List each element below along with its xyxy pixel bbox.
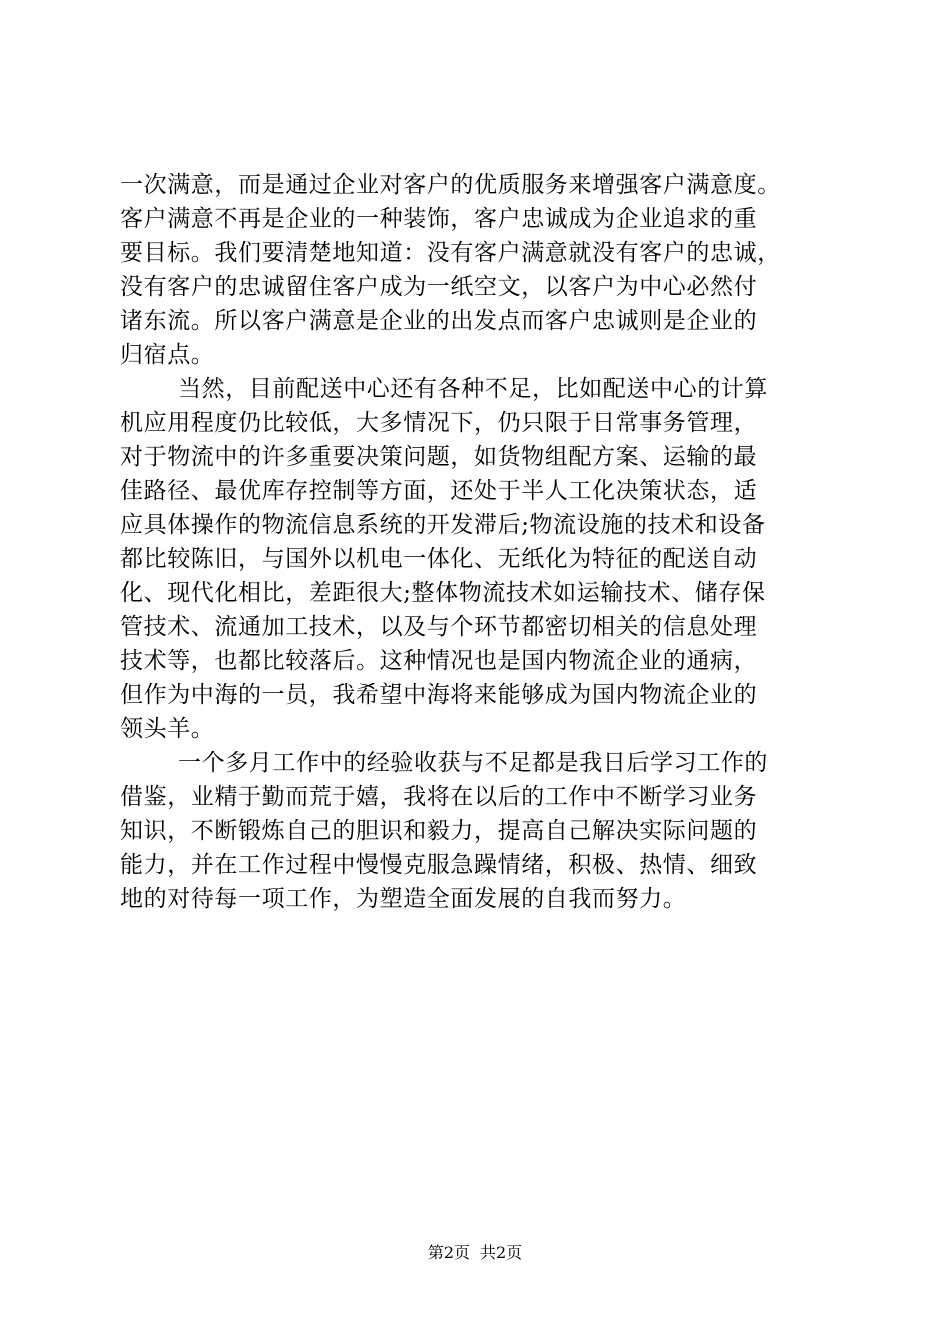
- text-line: 对于物流中的许多重要决策问题，如货物组配方案、运输的最: [120, 444, 758, 470]
- text-line: 归宿点。: [120, 342, 215, 368]
- text-line: 诸东流。所以客户满意是企业的出发点而客户忠诚则是企业的: [120, 308, 758, 334]
- text-line: 但作为中海的一员，我希望中海将来能够成为国内物流企业的: [120, 682, 758, 708]
- text-line: 技术等，也都比较落后。这种情况也是国内物流企业的通病，: [120, 648, 758, 674]
- page-number: 第2页: [427, 1243, 470, 1262]
- text-line: 一次满意，而是通过企业对客户的优质服务来增强客户满意度。: [120, 172, 781, 198]
- text-line: 地的对待每一项工作，为塑造全面发展的自我而努力。: [120, 886, 687, 912]
- body-text: [120, 168, 832, 916]
- text-line: 都比较陈旧，与国外以机电一体化、无纸化为特征的配送自动: [120, 546, 758, 572]
- text-line: 要目标。我们要清楚地知道：没有客户满意就没有客户的忠诚，: [120, 240, 781, 266]
- text-line: 机应用程度仍比较低，大多情况下，仍只限于日常事务管理，: [120, 410, 758, 436]
- text-line: 知识，不断锻炼自己的胆识和毅力，提高自己解决实际问题的: [120, 818, 758, 844]
- text-line: 应具体操作的物流信息系统的开发滞后;物流设施的技术和设备: [120, 512, 766, 538]
- page-footer: [0, 1242, 950, 1264]
- text-line: 管技术、流通加工技术，以及与个环节都密切相关的信息处理: [120, 614, 758, 640]
- text-line: 客户满意不再是企业的一种装饰，客户忠诚成为企业追求的重: [120, 206, 758, 232]
- text-line: 没有客户的忠诚留住客户成为一纸空文，以客户为中心必然付: [120, 274, 758, 300]
- text-line: 能力，并在工作过程中慢慢克服急躁情绪，积极、热情、细致: [120, 852, 758, 878]
- text-line: 佳路径、最优库存控制等方面，还处于半人工化决策状态，适: [120, 478, 758, 504]
- text-line: 领头羊。: [120, 716, 215, 742]
- paragraph-first-line: 当然，目前配送中心还有各种不足，比如配送中心的计算: [178, 376, 768, 402]
- text-line: 借鉴，业精于勤而荒于嬉，我将在以后的工作中不断学习业务: [120, 784, 758, 810]
- page-total: 共2页: [480, 1243, 523, 1262]
- paragraph-first-line: 一个多月工作中的经验收获与不足都是我日后学习工作的: [178, 750, 768, 776]
- text-line: 化、现代化相比，差距很大;整体物流技术如运输技术、储存保: [120, 580, 766, 606]
